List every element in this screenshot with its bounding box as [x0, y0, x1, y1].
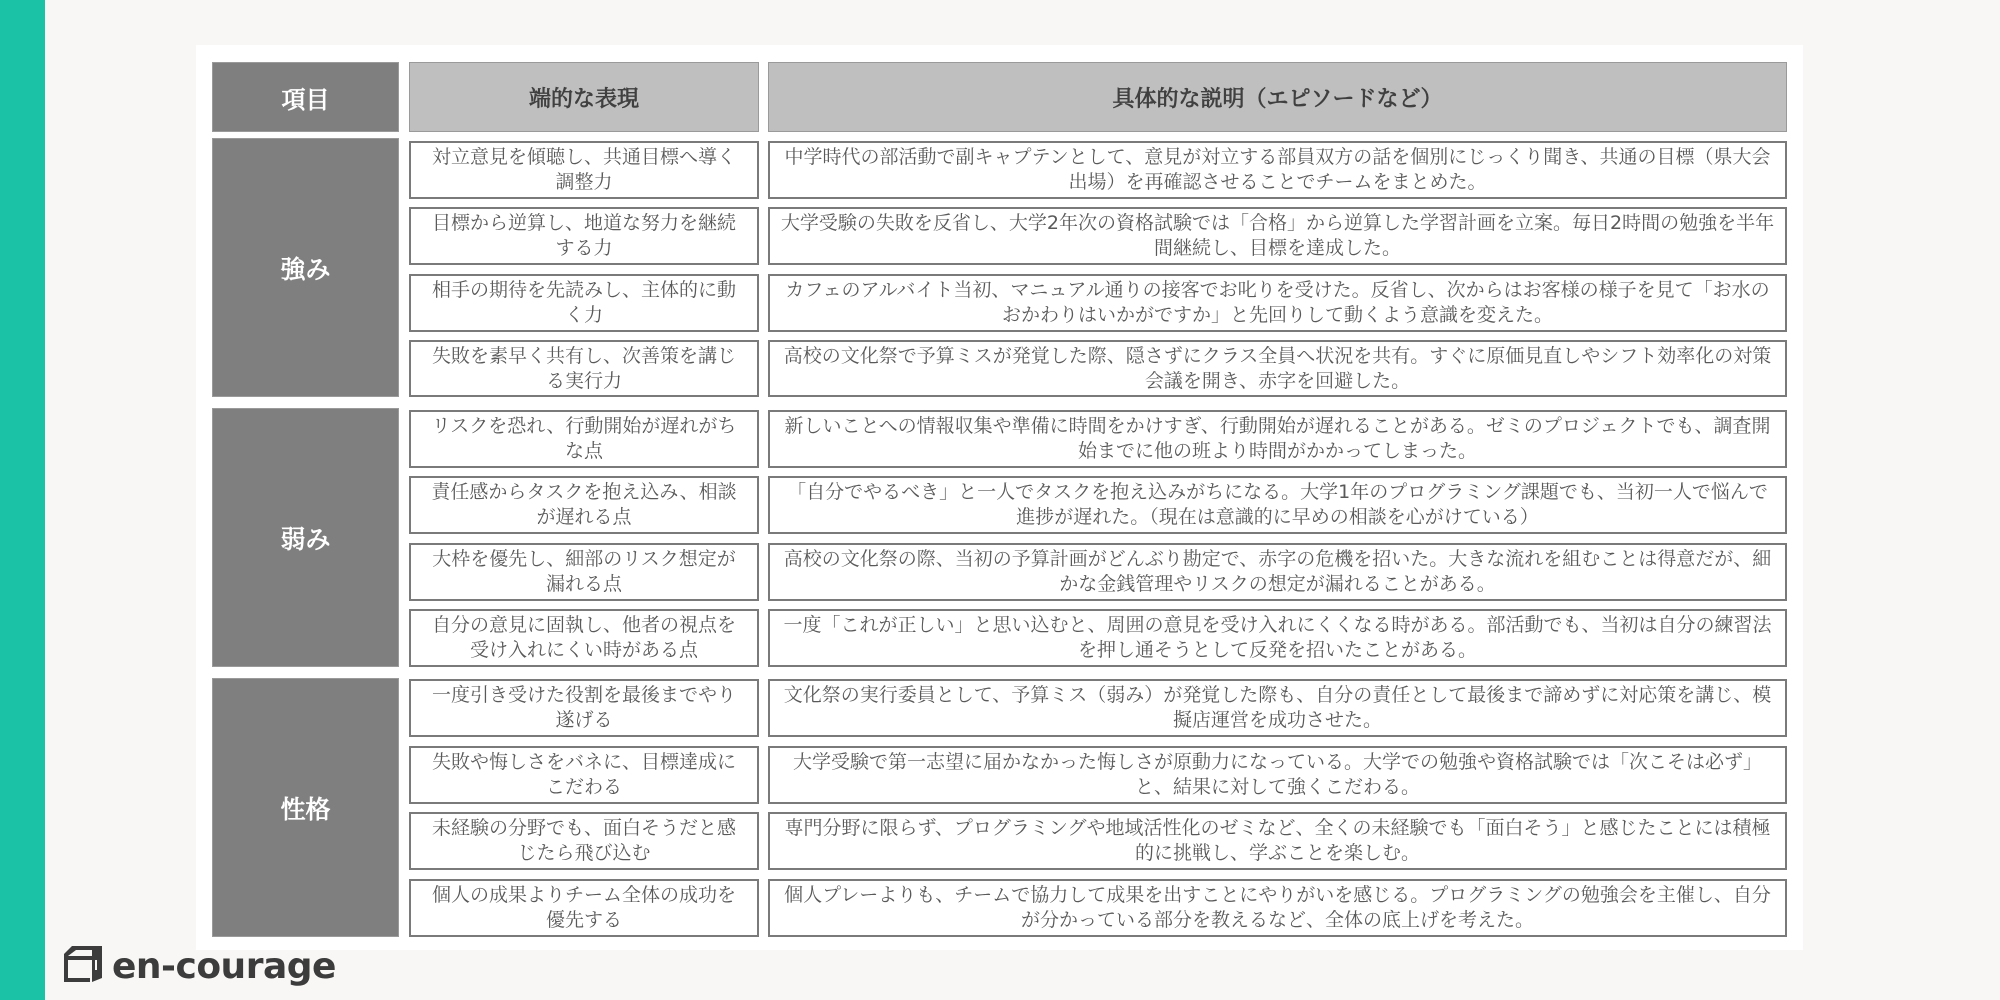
weakness-short-4: 自分の意見に固執し、他者の視点を受け入れにくい時がある点 — [409, 609, 759, 667]
open-box-door-icon — [62, 944, 106, 988]
personality-detail-4: 個人プレーよりも、チームで協力して成果を出すことにやりがいを感じる。プログラミングの勉強会を主催し、自分が分かっている部分を教えるなど、全体の底上げを考えた。 — [768, 879, 1787, 937]
category-strengths: 強み — [212, 138, 399, 397]
brand-logo — [62, 944, 336, 988]
weakness-detail-1: 新しいことへの情報収集や準備に時間をかけすぎ、行動開始が遅れることがある。ゼミのプロジェクトでも、調査開始までに他の班より時間がかかってしまった。 — [768, 410, 1787, 468]
strength-short-3: 相手の期待を先読みし、主体的に動く力 — [409, 274, 759, 332]
category-weaknesses: 弱み — [212, 408, 399, 667]
strength-detail-2: 大学受験の失敗を反省し、大学2年次の資格試験では「合格」から逆算した学習計画を立案。毎日2時間の勉強を半年間継続し、目標を達成した。 — [768, 207, 1787, 265]
strength-detail-4: 高校の文化祭で予算ミスが発覚した際、隠さずにクラス全員へ状況を共有。すぐに原価見直しやシフト効率化の対策会議を開き、赤字を回避した。 — [768, 340, 1787, 397]
header-detail-description: 具体的な説明（エピソードなど） — [768, 62, 1787, 132]
personality-detail-1: 文化祭の実行委員として、予算ミス（弱み）が発覚した際も、自分の責任として最後まで諦めずに対応策を講じ、模擬店運営を成功させた。 — [768, 679, 1787, 737]
weakness-short-1: リスクを恐れ、行動開始が遅れがちな点 — [409, 410, 759, 468]
personality-short-1: 一度引き受けた役割を最後までやり遂げる — [409, 679, 759, 737]
brand-name: en-courage — [112, 945, 336, 987]
strength-short-4: 失敗を素早く共有し、次善策を講じる実行力 — [409, 340, 759, 397]
strength-short-1: 対立意見を傾聴し、共通目標へ導く調整力 — [409, 141, 759, 199]
weakness-detail-2: 「自分でやるべき」と一人でタスクを抱え込みがちになる。大学1年のプログラミング課題でも、当初一人で悩んで進捗が遅れた。（現在は意識的に早めの相談を心がけている） — [768, 476, 1787, 534]
accent-bar — [0, 0, 45, 1000]
category-personality: 性格 — [212, 678, 399, 937]
header-short-expression: 端的な表現 — [409, 62, 759, 132]
weakness-short-3: 大枠を優先し、細部のリスク想定が漏れる点 — [409, 543, 759, 601]
weakness-short-2: 責任感からタスクを抱え込み、相談が遅れる点 — [409, 476, 759, 534]
strength-detail-3: カフェのアルバイト当初、マニュアル通りの接客でお叱りを受けた。反省し、次からはお客様の様子を見て「お水のおかわりはいかがですか」と先回りして動くよう意識を変えた。 — [768, 274, 1787, 332]
personality-short-4: 個人の成果よりチーム全体の成功を優先する — [409, 879, 759, 937]
personality-detail-2: 大学受験で第一志望に届かなかった悔しさが原動力になっている。大学での勉強や資格試験では「次こそは必ず」と、結果に対して強くこだわる。 — [768, 746, 1787, 804]
weakness-detail-3: 高校の文化祭の際、当初の予算計画がどんぶり勘定で、赤字の危機を招いた。大きな流れを組むことは得意だが、細かな金銭管理やリスクの想定が漏れることがある。 — [768, 543, 1787, 601]
personality-short-2: 失敗や悔しさをバネに、目標達成にこだわる — [409, 746, 759, 804]
personality-short-3: 未経験の分野でも、面白そうだと感じたら飛び込む — [409, 812, 759, 870]
weakness-detail-4: 一度「これが正しい」と思い込むと、周囲の意見を受け入れにくくなる時がある。部活動でも、当初は自分の練習法を押し通そうとして反発を招いたことがある。 — [768, 609, 1787, 667]
header-item: 項目 — [212, 62, 399, 132]
strength-short-2: 目標から逆算し、地道な努力を継続する力 — [409, 207, 759, 265]
personality-detail-3: 専門分野に限らず、プログラミングや地域活性化のゼミなど、全くの未経験でも「面白そう」と感じたことには積極的に挑戦し、学ぶことを楽しむ。 — [768, 812, 1787, 870]
strength-detail-1: 中学時代の部活動で副キャプテンとして、意見が対立する部員双方の話を個別にじっくり聞き、共通の目標（県大会出場）を再確認させることでチームをまとめた。 — [768, 141, 1787, 199]
